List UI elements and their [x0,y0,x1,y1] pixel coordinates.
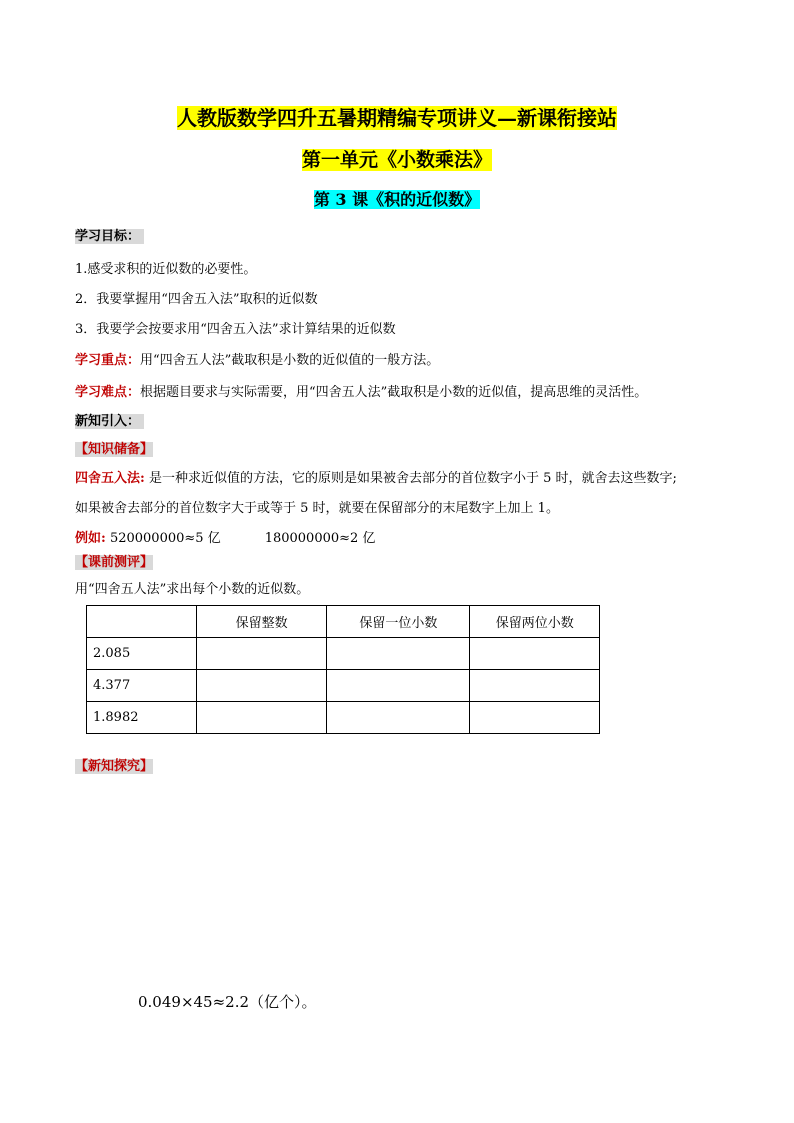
pretest-tag-text: 【课前测评】 [75,555,154,570]
formula-line: 0.049×45≈2.2（亿个）。 [138,993,317,1011]
answer-cell[interactable] [327,670,470,702]
table-row [87,638,600,670]
rule-text-1: 是一种求近似值的方法，它的原则是如果被舍去部分的首位数字小于 5 时，就舍去这些数字; [144,471,677,486]
difficulty-label: 学习难点： [75,385,141,400]
table-row-number: 2.085 [87,638,197,670]
main-title [0,104,794,132]
lesson-title-text: 第 3 课《积的近似数》 [313,190,481,209]
answer-cell[interactable] [470,638,600,670]
table-row-number: 1.8982 [87,702,197,734]
difficulty-text: 根据题目要求与实际需要，用“四舍五人法”截取积是小数的近似值，提高思维的灵活性。 [140,385,648,400]
answer-cell[interactable] [327,702,470,734]
goal-item-3: 3．我要学会按要求用“四舍五入法”求计算结果的近似数 [75,322,396,337]
pretest-tag [75,554,153,572]
rule-line-2: 如果被舍去部分的首位数字大于或等于 5 时，就要在保留部分的末尾数字上加上 1。 [75,501,559,516]
goal-item-2: 2．我要掌握用“四舍五入法”取积的近似数 [75,292,318,307]
goals-heading-text: 学习目标： [75,229,144,244]
table-row [87,702,600,734]
approximation-table [86,605,600,734]
difficulty-point [75,384,647,402]
answer-cell[interactable] [327,638,470,670]
goals-heading [75,228,144,246]
knowledge-tag-text: 【知识储备】 [75,442,154,457]
answer-cell[interactable] [470,670,600,702]
table-row-number: 4.377 [87,670,197,702]
table-header-blank [87,606,197,638]
key-point [75,352,439,370]
answer-cell[interactable] [196,638,327,670]
intro-heading [75,413,144,431]
unit-title [0,147,794,173]
intro-heading-text: 新知引入： [75,414,144,429]
pretest-instruction: 用“四舍五人法”求出每个小数的近似数。 [75,582,310,597]
table-row [87,670,600,702]
example-2: 180000000≈2 亿 [264,531,376,546]
goal-item-1: 1.感受求积的近似数的必要性。 [75,262,257,277]
example-label: 例如: [75,531,106,546]
explore-tag-text: 【新知探究】 [75,759,154,774]
unit-title-text: 第一单元《小数乘法》 [301,149,492,171]
example-line [75,530,375,548]
answer-cell[interactable] [470,702,600,734]
key-point-label: 学习重点： [75,353,141,368]
table-header-one-decimal: 保留一位小数 [327,606,470,638]
explore-tag [75,758,153,776]
answer-cell[interactable] [196,670,327,702]
key-point-text: 用“四舍五人法”截取积是小数的近似值的一般方法。 [140,353,440,368]
rule-line-1 [75,470,677,488]
rule-label: 四舍五入法: [75,471,145,486]
table-header-integer: 保留整数 [196,606,327,638]
table-header-two-decimals: 保留两位小数 [470,606,600,638]
main-title-text: 人教版数学四升五暑期精编专项讲义—新课衔接站 [177,106,617,130]
table-header-row [87,606,600,638]
knowledge-tag [75,441,153,459]
answer-cell[interactable] [196,702,327,734]
lesson-title [0,189,794,211]
example-1: 520000000≈5 亿 [105,531,221,546]
